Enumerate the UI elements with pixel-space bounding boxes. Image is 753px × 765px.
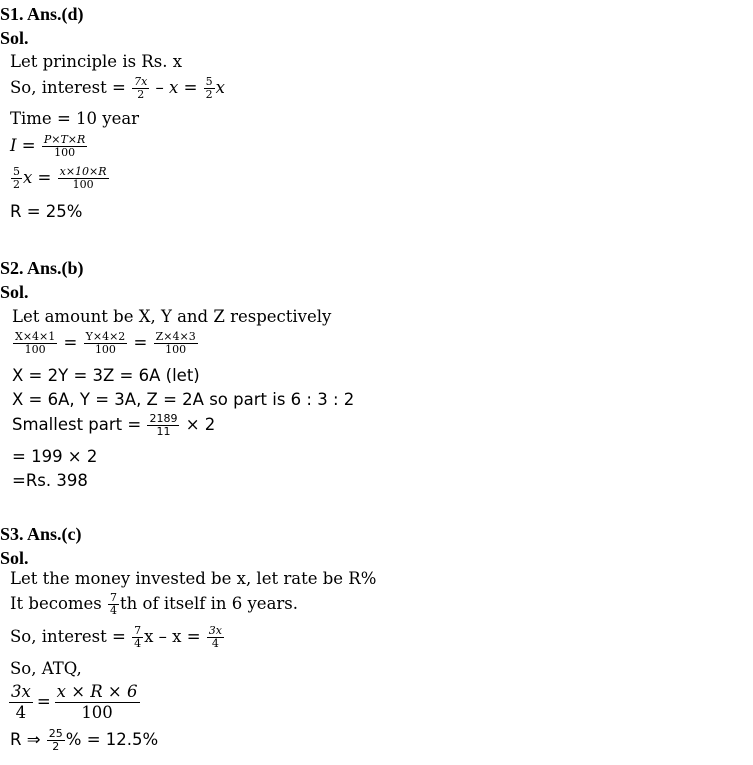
s3-fraction-denominator: 100 [81,703,113,722]
s1-fraction-numerator: P×T×R [43,133,86,146]
s2-fraction-numerator: 2189 [149,412,178,425]
s2-line-smallest-part [12,413,215,438]
s2-sol-label: Sol. [0,282,29,302]
s3-becomes-tail: th of itself in 6 years. [120,594,299,613]
s1-fraction-numerator: 5 [13,165,20,178]
s3-fraction-xr6-over-100 [55,682,140,723]
s3-line-result [10,728,158,753]
s1-interest-lead: So, interest = [10,78,132,97]
s2-fraction-y [84,331,128,356]
s3-interest-lead: So, interest = [10,627,132,646]
s3-line-interest [10,625,225,650]
s3-fraction-denominator: 2 [52,740,60,753]
s3-fraction-25-over-2 [47,728,65,753]
s1-interest-tail: x [215,78,225,97]
s1-header: S1. Ans.(d) [0,4,84,24]
s3-fraction-numerator: x × R × 6 [56,682,138,701]
s3-sol-label: Sol. [0,548,29,568]
s3-fraction-7-over-4 [132,625,143,650]
s3-fraction-numerator: 25 [48,727,63,740]
s1-line-interest [10,76,225,101]
s2-smallest-lead: Smallest part = [12,415,147,434]
s3-becomes-lead: It becomes [10,594,108,613]
s2-smallest-tail: × 2 [180,415,216,434]
s1-line-result: R = 25% [10,202,83,221]
s3-equals: = [36,692,51,711]
s1-fraction-denominator: 2 [205,88,213,101]
s3-result-tail: % = 12.5% [65,730,159,749]
s1-line-principle: Let principle is Rs. x [10,52,182,71]
s3-fraction-numerator: 7 [110,591,118,604]
s3-line-atq: So, ATQ, [10,659,82,678]
s3-line-equation [8,682,141,723]
s2-line-answer: =Rs. 398 [12,471,88,490]
s2-fraction-x [13,331,57,356]
s1-fraction-numerator: x×10×R [59,165,107,178]
s1-fraction-5-over-2 [204,76,215,101]
s2-line-parts: X = 6A, Y = 3A, Z = 2A so part is 6 : 3 : 2 [12,390,355,409]
s2-fraction-z [154,331,198,356]
s3-fraction-7-over-4 [108,592,119,617]
s3-fraction-denominator: 4 [110,604,118,617]
s1-fraction-ptr-over-100 [42,134,87,159]
s1-fraction-x10r-over-100 [58,166,109,191]
s2-fraction-numerator: Z×4×3 [155,330,196,343]
s1-line-formula [10,134,88,159]
s3-fraction-denominator: 4 [134,637,142,650]
s1-formula-lead: I = [10,136,41,155]
s1-fraction-7x-over-2 [132,76,149,101]
s2-line-fractions [12,331,199,356]
s1-line-time: Time = 10 year [10,109,140,128]
s2-fraction-denominator: 100 [24,343,46,356]
s1-interest-mid: – x = [150,78,203,97]
s3-header: S3. Ans.(c) [0,524,82,544]
s2-equals: = [58,333,83,352]
s3-fraction-numerator: 3x [208,624,222,637]
s2-line-ratio-let: X = 2Y = 3Z = 6A (let) [12,366,200,385]
s2-fraction-2189-over-11 [147,413,179,438]
s3-fraction-numerator: 3x [11,682,31,701]
s1-fraction-5-over-2 [11,166,22,191]
s1-fraction-denominator: 100 [54,146,76,159]
s1-sol-label: Sol. [0,28,29,48]
s1-fraction-denominator: 2 [137,88,145,101]
s2-line-product: = 199 × 2 [12,447,98,466]
s2-line-amounts: Let amount be X, Y and Z respectively [12,307,332,326]
s2-fraction-numerator: Y×4×2 [85,330,126,343]
s1-fraction-numerator: 5 [205,75,213,88]
s2-fraction-denominator: 11 [156,425,171,438]
s1-equation-mid: x = [23,168,57,187]
s2-header: S2. Ans.(b) [0,258,84,278]
s2-fraction-denominator: 100 [165,343,187,356]
s1-fraction-numerator: 7x [134,75,148,88]
s1-fraction-denominator: 2 [13,178,20,191]
s3-result-lead: R ⇒ [10,730,46,749]
s3-line-becomes [10,592,298,617]
s3-fraction-3x-over-4 [207,625,224,650]
s1-fraction-denominator: 100 [72,178,94,191]
s3-fraction-denominator: 4 [211,637,219,650]
s3-fraction-denominator: 4 [15,703,27,722]
s3-fraction-numerator: 7 [134,624,142,637]
s3-interest-mid: x – x = [144,627,206,646]
s2-fraction-numerator: X×4×1 [15,330,56,343]
s1-line-equation [10,166,110,191]
s2-fraction-denominator: 100 [94,343,116,356]
s3-line-invested: Let the money invested be x, let rate be R% [10,569,377,588]
s3-fraction-3x-over-4-large [9,682,33,723]
s2-equals: = [128,333,153,352]
